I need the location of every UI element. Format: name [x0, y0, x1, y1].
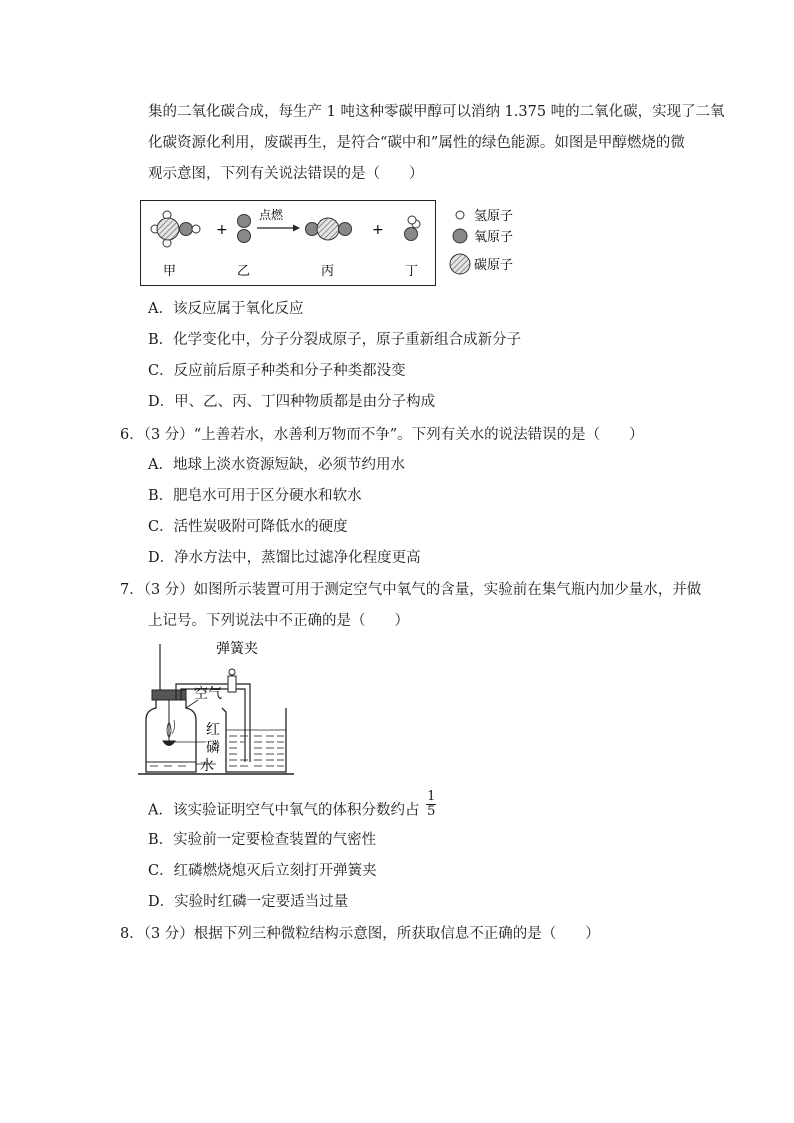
q7-option-c: C．红磷燃烧熄灭后立刻打开弹簧夹 [148, 863, 377, 879]
legend-oxygen: 氧原子 [474, 230, 514, 245]
water-label: 水 [200, 758, 214, 774]
q7-option-a-text: A．该实验证明空气中氧气的体积分数约占 [148, 802, 420, 819]
oxygen-content-apparatus [136, 638, 296, 780]
air-label: 空气 [194, 686, 222, 702]
beaker-water [226, 730, 286, 766]
intro-line-1: 集的二氧化碳合成，每生产 1 吨这种零碳甲醇可以消纳 1.375 吨的二氧化碳，实现了二氧 [148, 104, 725, 120]
legend-hydrogen: 氢原子 [474, 209, 514, 224]
plus-sign-1: + [216, 222, 228, 238]
intro-line-3: 观示意图，下列有关说法错误的是（ ） [148, 166, 424, 182]
phosphorus-label-2: 磷 [206, 740, 220, 756]
spring-clamp [228, 676, 236, 692]
q7-option-d: D．实验时红磷一定要适当过量 [148, 894, 349, 910]
clamp-label: 弹簧夹 [216, 641, 258, 657]
fraction-denominator: 5 [427, 804, 436, 819]
q7-option-a [148, 789, 436, 825]
carbon-atom-icon [450, 254, 470, 274]
q6-option-b: B．肥皂水可用于区分硬水和软水 [148, 488, 362, 504]
methanol-combustion-diagram [140, 200, 436, 286]
carbon-dioxide-molecule [306, 218, 352, 240]
q6-stem: 6．（3 分）“上善若水，水善利万物而不争”。下列有关水的说法错误的是（ ） [120, 427, 644, 443]
intro-line-2: 化碳资源化利用，废碳再生，是符合“碳中和”属性的绿色能源。如图是甲醇燃烧的微 [148, 135, 685, 151]
q6-option-d: D．净水方法中，蒸馏比过滤净化程度更高 [148, 550, 421, 566]
q5-option-d: D．甲、乙、丙、丁四种物质都是由分子构成 [148, 394, 436, 410]
q5-option-a: A．该反应属于氧化反应 [148, 301, 304, 317]
atom-legend [448, 200, 558, 280]
q6-option-a: A．地球上淡水资源短缺，必须节约用水 [148, 457, 405, 473]
beaker [222, 708, 286, 772]
phosphorus-label-1: 红 [206, 722, 220, 738]
reaction-condition: 点燃 [259, 208, 284, 222]
gas-bottle [146, 700, 196, 772]
reaction-svg [141, 201, 437, 287]
fraction-numerator: 1 [427, 789, 436, 804]
q6-option-c: C．活性炭吸附可降低水的硬度 [148, 519, 348, 535]
label-yi: 乙 [237, 264, 251, 279]
oxygen-atom-icon [453, 229, 467, 243]
label-bing: 丙 [321, 264, 335, 279]
q5-option-b: B．化学变化中，分子分裂成原子，原子重新组合成新分子 [148, 332, 522, 348]
q7-option-b: B．实验前一定要检查装置的气密性 [148, 832, 377, 848]
plus-sign-2: + [372, 222, 384, 238]
q7-stem-line-2: 上记号。下列说法中不正确的是（ ） [148, 613, 409, 629]
legend-carbon: 碳原子 [474, 258, 514, 273]
hydrogen-atom-icon [456, 211, 464, 219]
label-jia: 甲 [163, 264, 177, 279]
q7-stem-line-1: 7．（3 分）如图所示装置可用于测定空气中氧气的含量，实验前在集气瓶内加少量水，并做 [120, 582, 702, 598]
water-molecule [405, 216, 421, 241]
fraction [426, 790, 436, 819]
reaction-arrow-head [293, 225, 300, 232]
q5-option-c: C．反应前后原子种类和分子种类都没变 [148, 363, 406, 379]
q8-stem: 8．（3 分）根据下列三种微粒结构示意图，所获取信息不正确的是（ ） [120, 926, 600, 942]
label-ding: 丁 [405, 264, 419, 279]
methanol-molecule [151, 211, 200, 247]
oxygen-molecule [238, 215, 251, 243]
